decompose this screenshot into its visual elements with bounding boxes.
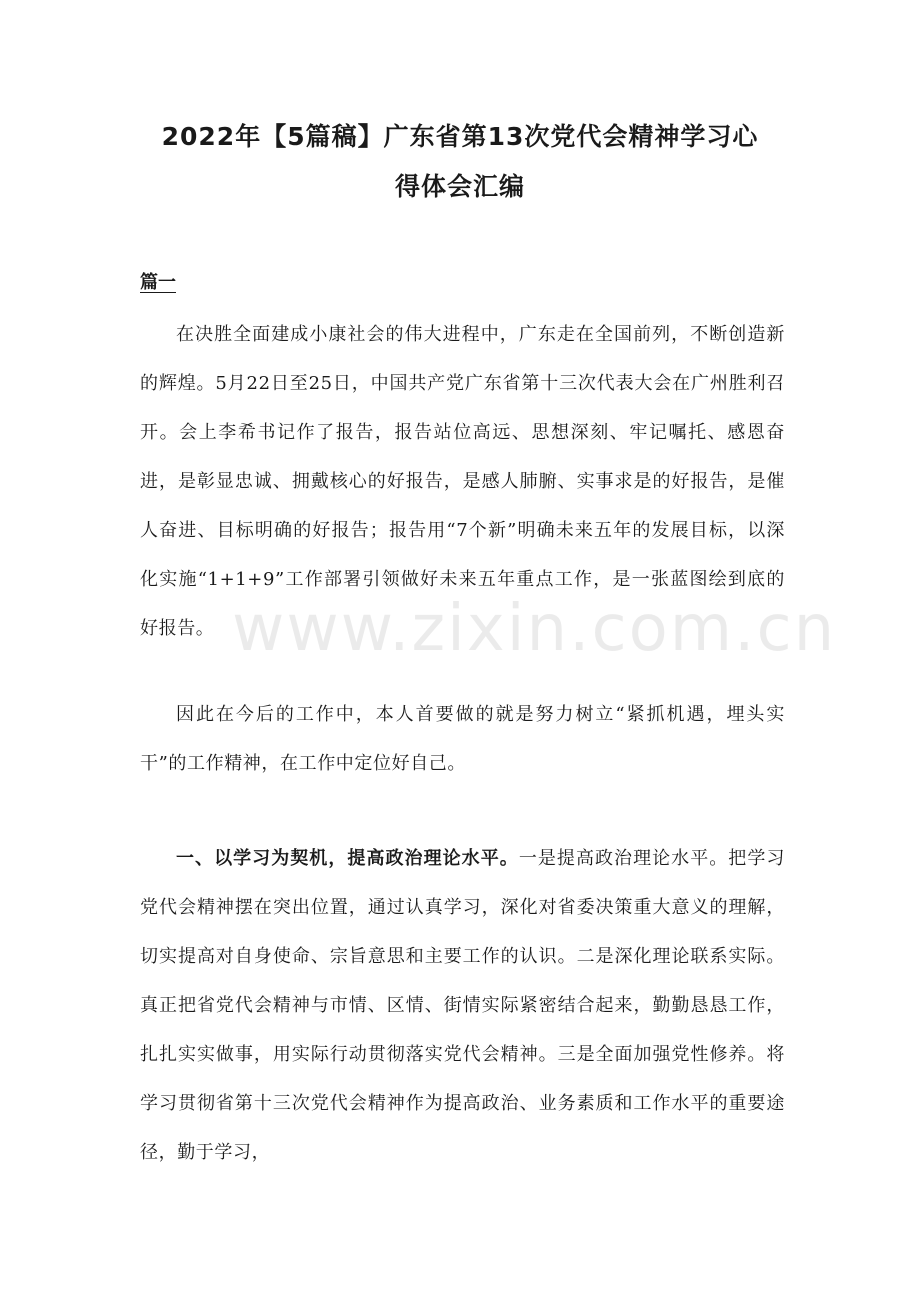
title-line-2: 得体会汇编 — [394, 172, 525, 201]
paragraph-3 — [140, 834, 785, 1177]
paragraph-3-lead: 一、以学习为契机，提高政治理论水平。 — [176, 848, 519, 869]
paragraph-2: 因此在今后的工作中，本人首要做的就是努力树立“紧抓机遇，埋头实干”的工作精神，在工作中定位好自己。 — [140, 704, 785, 774]
section-label: 篇一 — [140, 272, 176, 293]
watermark: www.zixin.com.cn — [232, 592, 837, 666]
paragraph-1: 在决胜全面建成小康社会的伟大进程中，广东走在全国前列，不断创造新的辉煌。5月22日至25日，中国共产党广东省第十三次代表大会在广州胜利召开。会上李希书记作了报告，报告站位高远、思想深刻、牢记嘱托、感恩奋进，是彰显忠诚、拥戴核心的好报告，是感人肺腑、实事求是的好报告，是催人奋进、目标明确的好报告；报告用“7个新”明确未来五年的发展目标，以深化实施“1+1+9”工作部署引领做好未来五年重点工作，是一张蓝图绘到底的好报告。 — [140, 324, 785, 639]
paragraph-3-body: 一是提高政治理论水平。把学习党代会精神摆在突出位置，通过认真学习，深化对省委决策重大意义的理解，切实提高对自身使命、宗旨意思和主要工作的认识。二是深化理论联系实际。真正把省党代会精神与市情、区情、街情实际紧密结合起来，勤勤恳恳工作，扎扎实实做事，用实际行动贯彻落实党代会精神。三是全面加强党性修养。将学习贯彻省第十三次党代会精神作为提高政治、业务素质和工作水平的重要途径，勤于学习， — [140, 848, 785, 1163]
title-line-1: 2022年【5篇稿】广东省第13次党代会精神学习心 — [161, 122, 759, 151]
document-title — [120, 112, 800, 212]
